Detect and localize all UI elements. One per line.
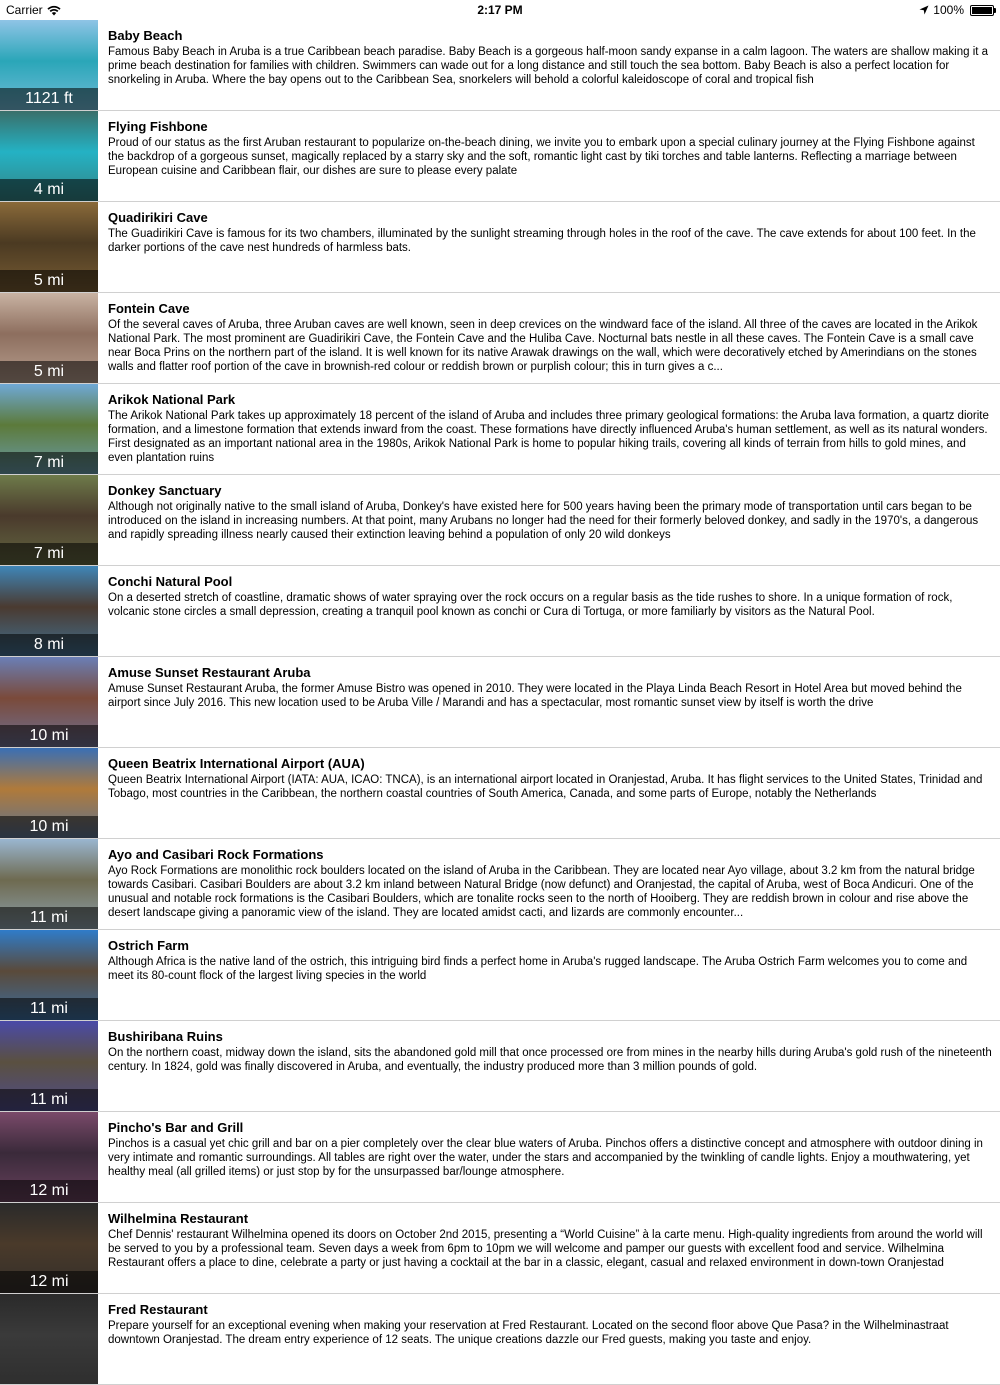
place-content	[98, 20, 1000, 110]
place-title: Quadirikiri Cave	[108, 210, 208, 225]
place-content	[98, 202, 1000, 292]
place-title: Flying Fishbone	[108, 119, 208, 134]
place-thumbnail	[0, 1112, 98, 1202]
place-content	[98, 930, 1000, 1020]
distance-label: 12 mi	[0, 1180, 98, 1202]
carrier-label: Carrier	[6, 3, 43, 17]
place-description: Queen Beatrix International Airport (IATA: AUA, ICAO: TNCA), is an international airport located in Oranjestad, Aruba. It has flight services to the United States, Trinidad and Tobago, most countries in the Caribbean, the northern coastal countries of South America, Canada, and some parts of Europe, notably the Netherlands	[108, 774, 983, 800]
place-thumbnail	[0, 384, 98, 474]
place-content	[98, 384, 1000, 474]
place-description: On a deserted stretch of coastline, dramatic shows of water spraying over the rock occurs on a regular basis as the tide rushes to shore. In a unique formation of rock, volcanic stone circles a small depression, creating a tranquil pool known as conchi or Cura di Tortuga, or more familiarly by visitors as the Natural Pool.	[108, 592, 953, 618]
thumbnail-sky	[0, 839, 98, 880]
place-thumbnail	[0, 1021, 98, 1111]
thumbnail-sky	[0, 293, 98, 334]
distance-label: 11 mi	[0, 998, 98, 1020]
list-item-6[interactable]	[0, 475, 1000, 566]
place-content	[98, 566, 1000, 656]
list-item-8[interactable]	[0, 657, 1000, 748]
distance-label: 12 mi	[0, 1271, 98, 1293]
place-description: Amuse Sunset Restaurant Aruba, the former Amuse Bistro was opened in 2010. They were located in the Playa Linda Beach Resort in Hotel Area but moved behind the airport since July 2016. This new location used to be Aruba Ville / Marandi and has a spectacular, most romantic sunset view by itself is worth the drive	[108, 683, 962, 709]
place-description: Ayo Rock Formations are monolithic rock boulders located on the island of Aruba in the Caribbean. They are located near Ayo village, about 3.2 km from the natural bridge towards Casibari. Casibari Boulders are about 3.2 km inland between Natural Bridge (now defunct) and Oranjestad, the capital of Aruba, west of Boca Andicuri. One of the unusual and notable rock formations is the Casibari Boulders, which are tonalite rocks seen to the north of Hooiberg. They are reddish brown in colour and rise above the desert landscape giving a panoramic view of the island. They are located amidst cacti, and lizards are commonly encounter...	[108, 865, 975, 919]
distance-label: 8 mi	[0, 634, 98, 656]
list-item-7[interactable]	[0, 566, 1000, 657]
thumbnail-sky	[0, 202, 98, 243]
list-item-15[interactable]	[0, 1294, 1000, 1385]
place-description: Although Africa is the native land of the ostrich, this intriguing bird finds a perfect home in Aruba's rugged landscape. The Aruba Ostrich Farm welcomes you to come and meet its 80-count flock of the largest living species in the world	[108, 956, 968, 982]
thumbnail-sky	[0, 657, 98, 698]
place-title: Fred Restaurant	[108, 1302, 208, 1317]
place-content	[98, 1112, 1000, 1202]
place-title: Conchi Natural Pool	[108, 574, 233, 589]
battery-icon	[970, 5, 994, 16]
thumbnail-sky	[0, 111, 98, 152]
place-content	[98, 475, 1000, 565]
list-item-13[interactable]	[0, 1112, 1000, 1203]
distance-label: 4 mi	[0, 179, 98, 201]
place-description: The Arikok National Park takes up approximately 18 percent of the island of Aruba and includes three primary geological formations: the Aruba lava formation, a quartz diorite formation, and a limestone formation that extends inward from the coast. These formations have directly influenced Aruba's human settlement, as well as its natural wonders. First designated as an important national area in the 1980s, Arikok National Park is home to popular hiking trails, covering all kinds of terrain from hills to gold mines, and even plantation ruins	[108, 410, 989, 464]
thumbnail-ground	[0, 1335, 98, 1385]
place-content	[98, 839, 1000, 929]
distance-label: 1121 ft	[0, 88, 98, 110]
place-description: Pinchos is a casual yet chic grill and bar on a pier completely over the clear blue waters of Aruba. Pinchos offers a distinctive concept and atmosphere with outdoor dining in very intimate and romantic surroundings. All tables are right over the water, under the stars and accompanied by the twinkling of candle lights. Enjoy a mouthwatering, yet healthy meal (all grilled items) or just stop by for the unsurpassed bar/lounge atmosphere.	[108, 1138, 983, 1178]
place-thumbnail	[0, 1294, 98, 1384]
list-item-10[interactable]	[0, 839, 1000, 930]
place-description: Of the several caves of Aruba, three Aruban caves are well known, seen in deep crevices on the windward face of the island. All three of the caves are located in the Arikok National Park. The most prominent are Guadirikiri Cave, the Fontein Cave and the Huliba Cave. Nocturnal bats nestle in all these caves. The Fontein Cave is a small cave near Boca Prins on the northern part of the island. It is well known for its native Arawak drawings on the wall, which were decoratively etched by Amerindians on the stones walls and flatter roof portion of the cave in brownish-red colour or reddish brown or purplish colour; this in turn gives a c...	[108, 319, 978, 373]
distance-label: 10 mi	[0, 725, 98, 747]
place-thumbnail	[0, 839, 98, 929]
status-right	[919, 3, 994, 17]
thumbnail-sky	[0, 384, 98, 425]
distance-label: 5 mi	[0, 361, 98, 383]
place-description: Prepare yourself for an exceptional evening when making your reservation at Fred Restaurant. Located on the second floor above Que Pasa? in the Wilhelminastraat downtown Oranjestad. The dream entry experience of 12 seats. The unique creations dazzle our Fred guests, making you taste and enjoy.	[108, 1320, 949, 1346]
place-content	[98, 293, 1000, 383]
place-thumbnail	[0, 748, 98, 838]
list-item-9[interactable]	[0, 748, 1000, 839]
thumbnail-sky	[0, 1203, 98, 1244]
distance-label: 10 mi	[0, 816, 98, 838]
status-time: 2:17 PM	[477, 3, 523, 17]
thumbnail-sky	[0, 475, 98, 516]
place-content	[98, 1203, 1000, 1293]
distance-label: 11 mi	[0, 907, 98, 929]
thumbnail-sky	[0, 1112, 98, 1153]
place-thumbnail	[0, 111, 98, 201]
list-item-14[interactable]	[0, 1203, 1000, 1294]
thumbnail-sky	[0, 1294, 98, 1335]
thumbnail-sky	[0, 1021, 98, 1062]
thumbnail-sky	[0, 930, 98, 971]
place-thumbnail	[0, 930, 98, 1020]
place-title: Pincho's Bar and Grill	[108, 1120, 244, 1135]
place-thumbnail	[0, 1203, 98, 1293]
list-item-3[interactable]	[0, 202, 1000, 293]
place-content	[98, 1021, 1000, 1111]
place-description: Although not originally native to the small island of Aruba, Donkey's have existed here for 500 years having been the primary mode of transportation until cars began to be introduced on the island in increasing numbers. At that point, many Arubans no longer had the need for their formerly beloved donkey, and sadly in the 1970's, a dangerous and rapidly spreading illness nearly caused their extinction leaving behind a population of only 20 wild donkeys	[108, 501, 979, 541]
place-content	[98, 1294, 1000, 1384]
place-thumbnail	[0, 20, 98, 110]
place-description: The Guadirikiri Cave is famous for its two chambers, illuminated by the sunlight streaming through holes in the roof of the cave. The cave extends for about 100 feet. In the darker portions of the cave nest hundreds of harmless bats.	[108, 228, 976, 254]
list-item-12[interactable]	[0, 1021, 1000, 1112]
place-content	[98, 657, 1000, 747]
thumbnail-sky	[0, 748, 98, 789]
list-item-4[interactable]	[0, 293, 1000, 384]
distance-label: 11 mi	[0, 1089, 98, 1111]
thumbnail-sky	[0, 20, 98, 61]
place-thumbnail	[0, 657, 98, 747]
list-item-5[interactable]	[0, 384, 1000, 475]
distance-label: 7 mi	[0, 452, 98, 474]
place-title: Ostrich Farm	[108, 938, 189, 953]
place-content	[98, 748, 1000, 838]
list-item-2[interactable]	[0, 111, 1000, 202]
place-title: Fontein Cave	[108, 301, 190, 316]
thumbnail-sky	[0, 566, 98, 607]
places-list	[0, 20, 1000, 1385]
place-title: Arikok National Park	[108, 392, 236, 407]
place-content	[98, 111, 1000, 201]
status-bar	[0, 0, 1000, 20]
list-item-11[interactable]	[0, 930, 1000, 1021]
place-thumbnail	[0, 293, 98, 383]
place-title: Bushiribana Ruins	[108, 1029, 223, 1044]
place-title: Ayo and Casibari Rock Formations	[108, 847, 324, 862]
list-item-1[interactable]	[0, 20, 1000, 111]
place-thumbnail	[0, 566, 98, 656]
place-description: Famous Baby Beach in Aruba is a true Caribbean beach paradise. Baby Beach is a gorgeous half-moon sandy expanse in a calm lagoon. The waters are shallow making it a prime beach destination for families with children. Swimmers can wade out for a long distance and still touch the sea bottom. Baby Beach is also a perfect location for snorkeling in Aruba. Where the bay opens out to the Caribbean Sea, snorkelers will behold a colorful kaleidoscope of coral and tropical fish	[108, 46, 989, 86]
place-description: On the northern coast, midway down the island, sits the abandoned gold mill that once processed ore from mines in the nearby hills during Aruba's gold rush of the nineteenth century. In 1824, gold was finally discovered in Aruba, and eventually, the industry produced more than 3 million pounds of gold.	[108, 1047, 992, 1073]
place-title: Queen Beatrix International Airport (AUA)	[108, 756, 365, 771]
place-description: Chef Dennis' restaurant Wilhelmina opened its doors on October 2nd 2015, presenting a “World Cuisine” à la carte menu. High-quality ingredients from around the world will be served to you by a professional team. Seven days a week from 6pm to 10pm we will welcome and pamper our guests with excellent food and service. Wilhelmina Restaurant offers a place to dine, celebrate a party or just having a cocktail at the bar in a classic, elegant, casual and relaxed environment in down-town Oranjestad	[108, 1229, 983, 1269]
place-title: Amuse Sunset Restaurant Aruba	[108, 665, 311, 680]
place-description: Proud of our status as the first Aruban restaurant to popularize on-the-beach dining, we invite you to embark upon a special culinary journey at the Flying Fishbone against the backdrop of a gorgeous sunset, magically replaced by a starry sky and the soft, romantic light cast by tiki torches and table lanterns. Reflecting a marriage between European cuisine and Caribbean flair, our dishes are sure to please every palate	[108, 137, 975, 177]
place-title: Wilhelmina Restaurant	[108, 1211, 249, 1226]
location-arrow-icon	[919, 5, 929, 15]
distance-label: 7 mi	[0, 543, 98, 565]
place-thumbnail	[0, 202, 98, 292]
distance-label: 5 mi	[0, 270, 98, 292]
place-thumbnail	[0, 475, 98, 565]
battery-percent: 100%	[933, 3, 964, 17]
place-title: Donkey Sanctuary	[108, 483, 222, 498]
place-title: Baby Beach	[108, 28, 183, 43]
